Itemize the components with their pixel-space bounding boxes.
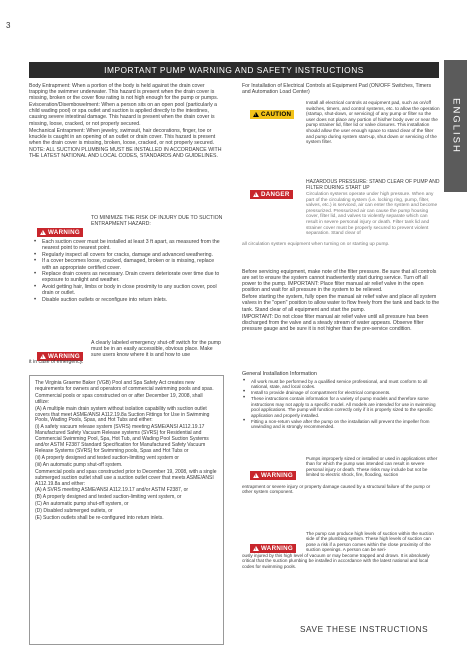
vgb-text: (C) An automatic pump shut-off system, or — [35, 501, 129, 508]
vgb-text: (A) A multiple main drain system without isolation capability with suction outlet covers that meet ASME/ANSI A112.19.8a Suction Fittings for Use in Swimming Pools, Wading Pools, Spas, and Hot Tubs and either: — [35, 405, 210, 424]
warning-badge: !WARNING — [37, 228, 83, 237]
pump-size-warning-tail: entrapment or severe injury or property damage caused by a structural failure of the pump or other system component. — [242, 484, 431, 495]
vgb-text: (iii) An automatic pump shut-off system. — [35, 461, 123, 468]
danger-body: Circulation systems operate under high pressure. When any part of the circulating system (i.e. locking ring, pump, filter, valves, etc.) is serviced, air can enter the system and become pressurized. Pressurized air can cause the pump housing cover, filter lid, and valves to violently separate which can result in severe personal injury or death. Filter tank lid and strainer cover must be properly secured to prevent violent separation. Stand clear of — [306, 192, 438, 237]
service-text: Before servicing equipment, make note of the filter pressure. Be sure that all controls are set to ensure the system cannot inadvertently start during service. Turn off all power to the pump. IMPORTANT: Place filter manual air relief valve in the open position and wait for all pressure in the system to be relieved. — [242, 269, 437, 294]
language-tab — [444, 60, 467, 192]
danger-triangle-icon — [253, 192, 259, 197]
list-item: • Each suction cover must be installed at least 3 ft apart, as measured from the nearest point to nearest point. — [42, 239, 223, 251]
page-banner: IMPORTANT PUMP WARNING AND SAFETY INSTRUCTIONS — [29, 62, 439, 78]
vgb-text: (i) A safety vacuum release system (SVRS) meeting ASME/ANSI A112.19.17 Manufactured Safety Vacuum Release systems (SVRS) for Residential and Commercial Swimming Pool, Spa, Hot Tub, and Wading Pool Suction Systems and/or ASTM F2387 Standard Specification for Manufactured Safety Vacuum Release Systems (SVRS) for Swimming pools, Spas and Hot Tubs or — [35, 424, 209, 454]
relief-valve-text: IMPORTANT: Do not close filter manual air relief valve until all pressure has been discharged from the valve and a steady stream of water appears. Observe filter pressure gauge and be sure it is not higher than the pre-service condition. — [242, 313, 429, 332]
warning-badge: !WARNING — [37, 352, 83, 361]
start-text: Before starting the system, fully open the manual air relief valve and place all system valves in the "open" position to allow water to flow freely from the tank and back to the tank. Stand clear of all equipment and start the pump. — [242, 294, 440, 313]
electrical-heading — [242, 83, 440, 96]
shutoff-warning-text: A clearly labeled emergency shut-off switch for the pump must be in an easily accessible, obvious place. Make sure users know where it is and how to use — [91, 340, 221, 359]
vgb-act-box — [29, 375, 224, 645]
caution-badge: !CAUTION — [250, 110, 294, 119]
vgb-text: (B) A properly designed and tested suction-limiting vent system, or — [35, 494, 182, 501]
list-item: • Replace drain covers as necessary. Drain covers deteriorate over time due to exposure to sunlight and weather. — [42, 271, 223, 283]
list-item: • Fitting a non-return valve after the pump on the installation will prevent the impeller from unwinding and is strongly recommended. — [251, 419, 440, 430]
vgb-text: (ii) A properly designed and tested suction-limiting vent system or — [35, 454, 179, 461]
warning-triangle-icon — [253, 473, 259, 478]
list-item: • All work must be performed by a qualified service professional, and must conform to all national, state, and local codes. — [251, 379, 440, 390]
danger-title: HAZARDOUS PRESSURE: STAND CLEAR OF PUMP AND FILTER DURING START UP — [306, 179, 440, 191]
evisceration-text: Evisceration/Disembowelment: When a person sits on an open pool (particularly a child wading pool) or spa outlet and suction is applied directly to the intestines, causing severe intestinal damage. This hazard is present when the drain cover is missing, loose, cracked, or not properly secured. — [29, 102, 217, 127]
page-number: 3 — [6, 21, 11, 30]
warning-badge: !WARNING — [250, 544, 296, 553]
warning-triangle-icon — [40, 230, 46, 235]
suction-warning — [242, 531, 440, 591]
shutoff-warning-tail: it in case of emergency. — [29, 359, 84, 365]
vgb-text: Commercial pools and spas constructed prior to December 19, 2008, with a single submerged suction outlet shall use a suction outlet cover that meets ASME/ANSI A112.19.8a and either: — [35, 468, 217, 487]
danger-tail: all circulation system equipment when turning on or starting up pump. — [242, 242, 390, 247]
service-instructions — [242, 269, 440, 333]
list-item: • Disable suction outlets or reconfigure into return inlets. — [42, 297, 223, 303]
danger-badge: !DANGER — [250, 190, 293, 199]
plumbing-note: NOTE: ALL SUCTION PLUMBING MUST BE INSTALLED IN ACCORDANCE WITH THE LATEST NATIONAL AND LOCAL CODES, STANDARDS AND GUIDELINES. — [29, 146, 222, 160]
warning-triangle-icon — [253, 546, 259, 551]
language-tab-label: ENGLISH — [450, 98, 461, 154]
warning-triangle-icon — [40, 354, 46, 359]
save-instructions: SAVE THESE INSTRUCTIONS — [300, 625, 429, 634]
caution-triangle-icon — [253, 112, 259, 117]
list-item: • Regularly inspect all covers for cracks, damage and advanced weathering. — [42, 252, 223, 258]
safety-bullets — [33, 239, 223, 304]
suction-warning-tail: ously injured by this high level of vacuum or may become trapped and drown. It is absolutely critical that the suction plumbing be installed in accordance with the latest national and local codes for swimming pools. — [242, 553, 430, 569]
list-item: • If a cover becomes loose, cracked, damaged, broken or is missing, replace with an appropriate certified cover. — [42, 258, 223, 270]
caution-block — [242, 100, 440, 160]
danger-block — [242, 180, 440, 255]
left-column — [29, 83, 224, 160]
vgb-intro: The Virginia Graeme Baker (VGB) Pool and Spa Safety Act creates new requirements for owners and operators of commercial swimming pools and spas. — [35, 380, 214, 392]
mechanical-entrapment-text: Mechanical Entrapment: When jewelry, swimsuit, hair decorations, finger, toe or knuckle is caught in an opening of an outlet or drain cover. This hazard is present when the drain cover is missing, broken, loose, cracked, or not properly secured. — [29, 127, 216, 146]
caution-text: Install all electrical controls at equipment pad, such as on/off switches, timers, and control systems, etc. to allow the operation (startup, shut-down, or servicing) of any pump or filter so the user does not place any portion of his/her body over or near the pump strainer lid, filter lid or valve closures. This installation should allow the user enough space to stand clear of the filter and pump during system start-up, shut down or servicing of the system filter. — [306, 100, 440, 145]
body-entrapment-text: Body Entrapment: When a portion of the body is held against the drain cover trapping the swimmer underwater. This hazard is present when the drain cover is missing, broken or the cover flow rating is not high enough for the pump or pumps. — [29, 83, 219, 102]
electrical-heading-text: For Installation of Electrical Controls at Equipment Pad (ON/OFF Switches, Timers and Automation Load Center) — [242, 83, 432, 96]
pump-size-warning-text: Pumps improperly sized or installed or used in applications other than for which the pump was intended can result in severe personal injury or death. These risks may include but not be limited to electric shock, fire, flooding, suction — [306, 456, 438, 478]
suction-warning-text: The pump can produce high levels of suction within the suction side of the plumbing system. These high levels of suction can pose a risk if a person comes within the close proximity of the suction openings. A person can be seri- — [306, 531, 434, 553]
warning-badge: !WARNING — [250, 471, 296, 480]
list-item: • These instructions contain information for a variety of pump models and therefore some instructions may not apply to a specific model. All models are intended for use in swimming pool applications. The pump will function correctly only if it is properly sized to the specific application and properly installed. — [251, 396, 440, 418]
general-info — [242, 371, 440, 430]
vgb-text: (A) A SVRS meeting ASME/ANSI A112.19.17 and/or ASTM F2387, or — [35, 487, 189, 494]
list-item: • Install to provide drainage of compartment for electrical components. — [251, 390, 440, 395]
vgb-text: (E) Suction outlets shall be re-configured into return inlets. — [35, 515, 164, 522]
entrapment-warning-text: TO MINIMIZE THE RISK OF INJURY DUE TO SUCTION ENTRAPMENT HAZARD: — [91, 215, 223, 228]
pump-size-warning — [242, 456, 440, 516]
vgb-text: (D) Disabled submerged outlets, or — [35, 508, 113, 515]
general-info-heading: General Installation Information — [242, 371, 317, 377]
list-item: • Avoid getting hair, limbs or body in close proximity to any suction cover, pool drain or outlet. — [42, 284, 223, 296]
vgb-text: Commercial pools or spas constructed on or after December 19, 2008, shall utilize: — [35, 392, 203, 405]
